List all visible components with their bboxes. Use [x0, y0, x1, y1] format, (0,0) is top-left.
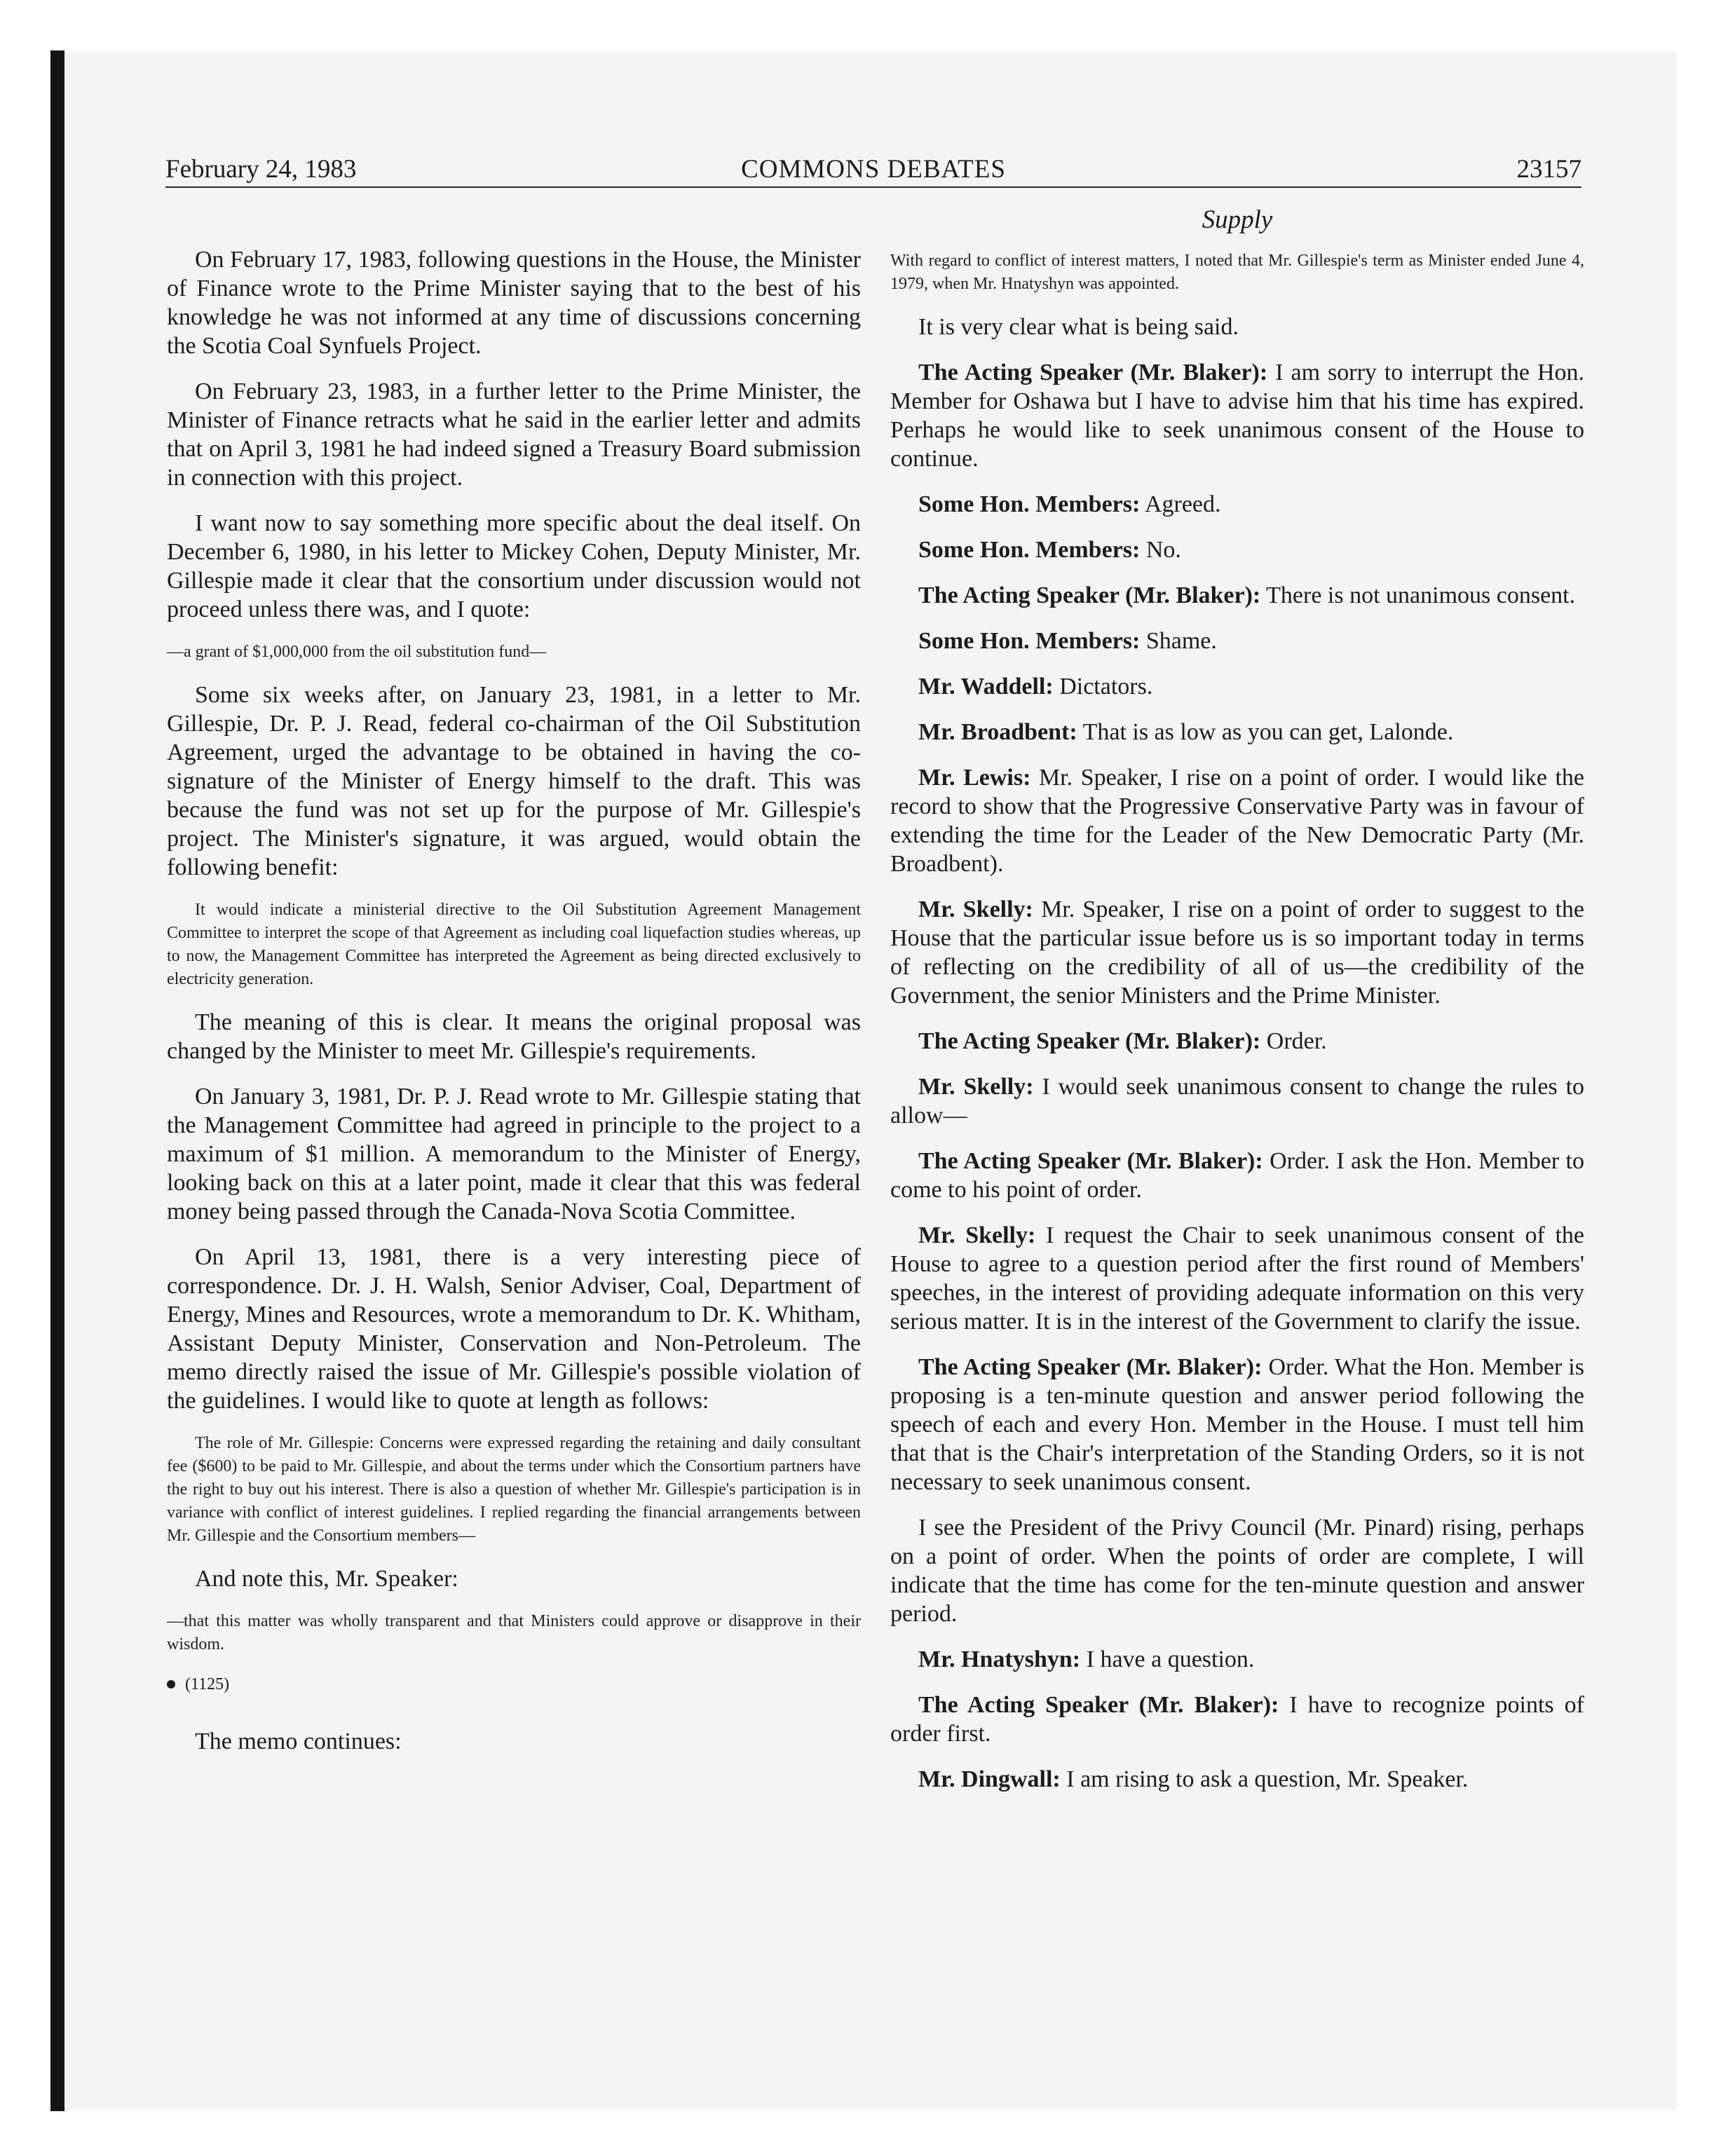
- speech-text: I would seek unanimous consent to change the rules to allow—: [890, 1074, 1585, 1128]
- speech: [890, 1027, 1584, 1056]
- paragraph: And note this, Mr. Speaker:: [195, 1566, 458, 1592]
- speaker-name: Mr. Skelly:: [918, 1074, 1034, 1100]
- speech-text: I am rising to ask a question, Mr. Speaker.: [1066, 1766, 1469, 1792]
- quotation: —that this matter was wholly transparent and that Ministers could approve or disapprove in their wisdom.: [167, 1612, 861, 1653]
- paragraph: On April 13, 1981, there is a very interesting piece of correspondence. Dr. J. H. Walsh, Senior Adviser, Coal, Department of Energy, Mines and Resources, wrote a memorandum to Dr. K. Whitham, Assistant Deputy Minister, Conservation and Non-Petroleum. The memo directly raised the issue of Mr. Gillespie's possible violation of the guidelines. I would like to quote at length as follows:: [167, 1244, 861, 1414]
- paragraph: On February 23, 1983, in a further letter to the Prime Minister, the Minister of Finance retracts what he said in the earlier letter and admits that on April 3, 1981 he had indeed signed a Treasury Board submission in connection with this project.: [167, 378, 861, 491]
- paragraph: On February 17, 1983, following questions in the House, the Minister of Finance wrote to the Prime Minister saying that to the best of his knowledge he was not informed at any time of discussions concerning the Scotia Coal Synfuels Project.: [167, 247, 861, 359]
- speaker-name: Mr. Broadbent:: [918, 719, 1077, 745]
- header-publication: COMMONS DEBATES: [741, 155, 1006, 184]
- speaker-name: Some Hon. Members:: [918, 628, 1141, 654]
- left-column: [167, 245, 861, 1773]
- speech-text: Mr. Speaker, I rise on a point of order. I would like the record to show that the Progressive Conservative Party was in favour of extending the time for the Leader of the New Democratic Party (Mr. Broadbent).: [890, 765, 1585, 877]
- section-title: Supply: [1202, 205, 1273, 234]
- paragraph: I want now to say something more specific about the deal itself. On December 6, 1980, in his letter to Mickey Cohen, Deputy Minister, Mr. Gillespie made it clear that the consortium under discussion would not proceed unless there was, and I quote:: [167, 510, 861, 622]
- speech: [890, 763, 1584, 878]
- page-header: [165, 153, 1581, 188]
- speaker-name: The Acting Speaker (Mr. Blaker):: [918, 1028, 1261, 1054]
- speech-text: Mr. Speaker, I rise on a point of order to suggest to the House that the particular issue before us is so important today in terms of reflecting on the credibility of all of us—the credibility of the Government, the senior Ministers and the Prime Minister.: [890, 896, 1584, 1009]
- paragraph: The memo continues:: [195, 1728, 402, 1754]
- speech: [890, 1645, 1584, 1674]
- speech-text: No.: [1145, 537, 1181, 563]
- speech: [890, 581, 1584, 610]
- speech-text: I request the Chair to seek unanimous consent of the House to agree to a question period after the first round of Members' speeches, in the interest of providing adequate information on this very serious matter. It is in the interest of the Government to clarify the issue.: [890, 1222, 1585, 1335]
- paragraph: The meaning of this is clear. It means the original proposal was changed by the Minister to meet Mr. Gillespie's requirements.: [167, 1009, 861, 1064]
- speech: [890, 1072, 1584, 1130]
- speech-text: I have to recognize points of order first.: [890, 1692, 1585, 1747]
- paragraph: It is very clear what is being said.: [918, 314, 1239, 340]
- quotation: —a grant of $1,000,000 from the oil substitution fund—: [167, 643, 547, 661]
- speaker-name: The Acting Speaker (Mr. Blaker):: [918, 582, 1261, 608]
- bullet-dot-icon: [167, 1680, 175, 1688]
- speech-text: Order. What the Hon. Member is proposing is a ten-minute question and answer period following the speech of each and every Hon. Member in the House. I must tell him that that is the Chair's interpretation of the Standing Orders, so it is not necessary to seek unanimous consent.: [890, 1354, 1584, 1495]
- speaker-name: Mr. Dingwall:: [918, 1766, 1061, 1792]
- quotation: It would indicate a ministerial directive to the Oil Substitution Agreement Management Committee to interpret the scope of that Agreement as including coal liquefaction studies whereas, up to now, the Management Committee has interpreted the Agreement as being directed exclusively to electricity generation.: [167, 901, 861, 988]
- speech-text: I have a question.: [1086, 1646, 1255, 1672]
- scan-edge: [50, 50, 64, 2111]
- speaker-name: Some Hon. Members:: [918, 537, 1141, 563]
- time-marker-text: (1125): [185, 1675, 230, 1693]
- speaker-name: The Acting Speaker (Mr. Blaker):: [918, 1148, 1263, 1174]
- paragraph: I see the President of the Privy Council (Mr. Pinard) rising, perhaps on a point of order. When the points of order are complete, I will indicate that the time has come for the ten-minute question and answer period.: [890, 1515, 1584, 1627]
- speech: [890, 1221, 1584, 1336]
- speech: [890, 535, 1584, 564]
- speech-text: That is as low as you can get, Lalonde.: [1082, 719, 1454, 745]
- speech-text: I am sorry to interrupt the Hon. Member for Oshawa but I have to advise him that his time has expired. Perhaps he would like to seek unanimous consent of the House to continue.: [890, 360, 1584, 472]
- header-page-number: 23157: [1516, 155, 1581, 184]
- time-marker: [167, 1673, 861, 1696]
- speech-text: Order. I ask the Hon. Member to come to his point of order.: [890, 1148, 1584, 1203]
- speech-text: Shame.: [1145, 628, 1217, 654]
- speech: [890, 1765, 1584, 1794]
- speaker-name: Mr. Skelly:: [918, 1222, 1036, 1248]
- paragraph: Some six weeks after, on January 23, 1981, in a letter to Mr. Gillespie, Dr. P. J. Read, federal co-chairman of the Oil Substitution Agreement, urged the advantage to be obtained in having the co-signature of the Minister of Energy himself to the draft. This was because the fund was not set up for the purpose of Mr. Gillespie's project. The Minister's signature, it was argued, would obtain the following benefit:: [167, 682, 861, 880]
- speaker-name: Some Hon. Members:: [918, 491, 1141, 517]
- speaker-name: Mr. Lewis:: [918, 765, 1031, 791]
- speech: [890, 718, 1584, 746]
- header-date: February 24, 1983: [165, 155, 357, 184]
- quotation: The role of Mr. Gillespie: Concerns were expressed regarding the retaining and daily consultant fee ($600) to be paid to Mr. Gillespie, and about the terms under which the Consortium partners have the right to buy out his interest. There is also a question of whether Mr. Gillespie's participation is in variance with conflict of interest guidelines. I replied regarding the financial arrangements between Mr. Gillespie and the Consortium members—: [167, 1434, 861, 1545]
- speech: [890, 358, 1584, 473]
- right-column: [890, 250, 1584, 1810]
- speech-text: There is not unanimous consent.: [1266, 582, 1576, 608]
- speaker-name: Mr. Hnatyshyn:: [918, 1646, 1081, 1672]
- speaker-name: Mr. Skelly:: [918, 896, 1033, 922]
- paragraph: On January 3, 1981, Dr. P. J. Read wrote to Mr. Gillespie stating that the Management Committee had agreed in principle to the project to a maximum of $1 million. A memorandum to the Minister of Energy, looking back on this at a later point, made it clear that this was federal money being passed through the Canada-Nova Scotia Committee.: [167, 1084, 861, 1224]
- speaker-name: The Acting Speaker (Mr. Blaker):: [918, 1354, 1263, 1380]
- speech-text: Order.: [1266, 1028, 1327, 1054]
- speech: [890, 1353, 1584, 1496]
- speaker-name: The Acting Speaker (Mr. Blaker):: [918, 1692, 1279, 1718]
- speech: [890, 895, 1584, 1010]
- speech-text: Dictators.: [1059, 674, 1153, 700]
- speaker-name: Mr. Waddell:: [918, 674, 1054, 700]
- speech: [890, 1691, 1584, 1748]
- speech: [890, 672, 1584, 701]
- speech: [890, 490, 1584, 519]
- speech-text: Agreed.: [1144, 491, 1221, 517]
- speaker-name: The Acting Speaker (Mr. Blaker):: [918, 360, 1268, 386]
- speech: [890, 1147, 1584, 1204]
- speech: [890, 627, 1584, 655]
- quotation: With regard to conflict of interest matters, I noted that Mr. Gillespie's term as Minister ended June 4, 1979, when Mr. Hnatyshyn was appointed.: [890, 252, 1584, 293]
